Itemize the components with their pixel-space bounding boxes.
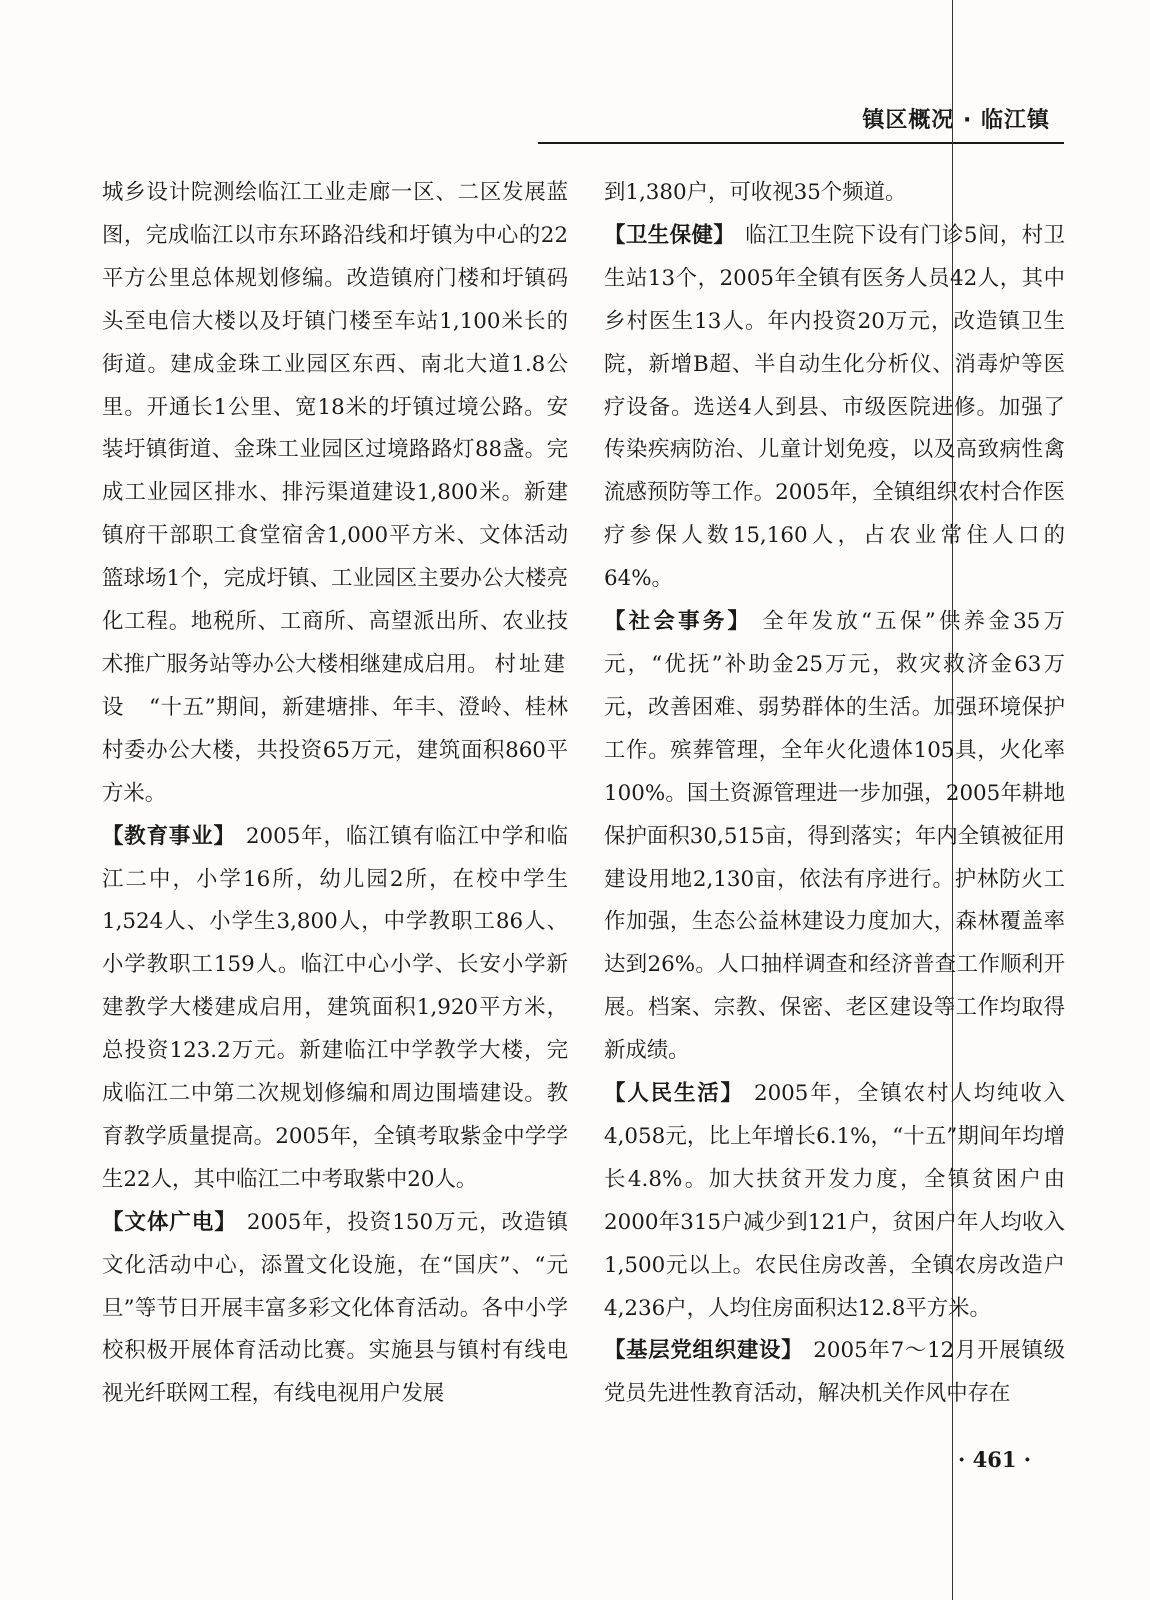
section-title-party: 【基层党组织建设】 (604, 1338, 804, 1364)
culture-continued-text: 到1,380户，可收视35个频道。 (604, 180, 907, 205)
section-title-culture: 【文体广电】 (102, 1209, 237, 1235)
life-text: 2005年，全镇农村人均纯收入4,058元，比上年增长6.1%，“十五”期间年均增长4.8%。加大扶贫开发力度，全镇贫困户由2000年315户减少到121户，贫困户年人均收入1,500元以上。农民住房改善，全镇农房改造户4,236户，人均住房面积达12.8平方米。 (604, 1081, 1065, 1321)
culture-text: 2005年，投资150万元，改造镇文化活动中心，添置文化设施，在“国庆”、“元旦”等节日开展丰富多彩文化体育活动。各中小学校积极开展体育活动比赛。实施县与镇村有线电视光纤联网工程，有线电视用户发展 (102, 1209, 568, 1407)
section-title-life: 【人民生活】 (604, 1081, 744, 1107)
section-title-health: 【卫生保健】 (604, 222, 736, 248)
village-site-text: “十五”期间，新建塘排、年丰、澄岭、桂林村委办公大楼，共投资65万元，建筑面积860平方米。 (102, 694, 568, 806)
paragraph-social (604, 601, 1065, 1073)
paragraph-party (604, 1330, 1065, 1416)
right-column (604, 172, 1065, 1416)
paragraph-construction (102, 172, 568, 816)
paragraph-culture (102, 1202, 568, 1417)
paragraph-culture-continued (604, 172, 1065, 215)
left-column (102, 172, 568, 1416)
page-number: · 461 · (958, 1447, 1032, 1472)
paragraph-life (604, 1073, 1065, 1330)
health-text: 临江卫生院下设有门诊5间，村卫生站13个，2005年全镇有医务人员42人，其中乡村医生13人。年内投资20万元，改造镇卫生院，新增B超、半自动生化分析仪、消毒炉等医疗设备。选送4人到县、市级医院进修。加强了传染疾病防治、儿童计划免疫，以及高致病性禽流感预防等工作。2005年，全镇组织农村合作医疗参保人数15,160人，占农业常住人口的64%。 (604, 222, 1065, 592)
header-rule (538, 142, 1064, 144)
subsection-village-site: 村址建设 (102, 651, 568, 720)
social-text: 全年发放“五保”供养金35万元，“优抚”补助金25万元，救灾救济金63万元，改善困难、弱势群体的生活。加强环境保护工作。殡葬管理，全年火化遗体105具，火化率100%。国土资源管理进一步加强，2005年耕地保护面积30,515亩，得到落实；年内全镇被征用建设用地2,130亩，依法有序进行。护林防火工作加强，生态公益林建设力度加大，森林覆盖率达到26%。人口抽样调查和经济普查工作顺利开展。档案、宗教、保密、老区建设等工作均取得新成绩。 (604, 609, 1065, 1064)
paragraph-education (102, 816, 568, 1202)
education-text: 2005年，临江镇有临江中学和临江二中，小学16所，幼儿园2所，在校中学生1,524人、小学生3,800人，中学教职工86人、小学教职工159人。临江中心小学、长安小学新建教学大楼建成启用，建筑面积1,920平方米，总投资123.2万元。新建临江中学教学大楼，完成临江二中第二次规划修编和周边围墙建设。教育教学质量提高。2005年，全镇考取紫金中学学生22人，其中临江二中考取紫中20人。 (102, 823, 568, 1192)
paragraph-health (604, 215, 1065, 601)
construction-text: 城乡设计院测绘临江工业走廊一区、二区发展蓝图，完成临江以市东环路沿线和圩镇为中心的22平方公里总体规划修编。改造镇府门楼和圩镇码头至电信大楼以及圩镇门楼至车站1,100米长的街道。建成金珠工业园区东西、南北大道1.8公里。开通长1公里、宽18米的圩镇过境公路。安装圩镇街道、金珠工业园区过境路路灯88盏。完成工业园区排水、排污渠道建设1,800米。新建镇府干部职工食堂宿舍1,000平方米、文体活动篮球场1个，完成圩镇、工业园区主要办公大楼亮化工程。地税所、工商所、高望派出所、农业技术推广服务站等办公大楼相继建成启用。 (102, 180, 568, 677)
section-title-education: 【教育事业】 (102, 823, 236, 849)
section-title-social: 【社会事务】 (604, 609, 753, 635)
party-text: 2005年7～12月开展镇级党员先进性教育活动，解决机关作风中存在 (604, 1338, 1065, 1407)
running-header: 镇区概况 · 临江镇 (862, 108, 1050, 133)
